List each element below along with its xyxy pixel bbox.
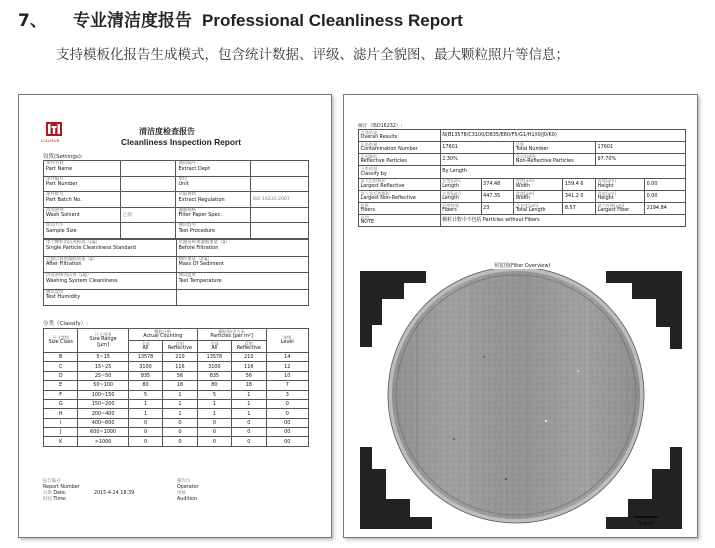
table-cell: 210 [232, 352, 266, 361]
table-cell: 0 [232, 428, 266, 437]
settings-label-cell: 单位 Unit [176, 176, 250, 192]
table-cell: 0 [128, 418, 162, 427]
settings-value-cell [250, 223, 308, 239]
cleanliness-report-page-1 [18, 94, 332, 538]
report-title-cn: 清洁度检查报告 [139, 127, 195, 136]
table-cell: 100~150 [78, 390, 128, 399]
condition-cell: 颗粒重量（mg） Mass Of Sediment [176, 256, 309, 273]
report-title-en: Cleanliness Inspection Report [121, 137, 242, 147]
col-level: 等级 Level [266, 329, 308, 353]
note-value-cell: 颗粒计数中不包括 Particles without Fibers [440, 214, 685, 226]
condition-cell: 测试温度 Test Temperature [176, 273, 309, 290]
table-cell: 0 [197, 437, 231, 446]
table-cell: 10 [266, 371, 308, 380]
section-subtitle: 支持模板化报告生成模式，包含统计数据、评级、滤片全貌图、最大颗粒照片等信息； [56, 47, 569, 63]
result-value-cell: 2194.84 [645, 202, 686, 214]
table-cell: F [44, 390, 78, 399]
statistics-label: 统计（ISO16232）: [358, 124, 403, 129]
result-value-cell: N(B13578/C3100/D835/E80/F5/G1/H1/I0/J0/K0) [440, 130, 685, 142]
table-cell: C [44, 362, 78, 371]
table-cell: 835 [128, 371, 162, 380]
result-value-cell: 23 [481, 202, 514, 214]
result-value-cell: 97.70% [596, 154, 686, 166]
result-row [359, 166, 686, 178]
table-cell: 18 [163, 381, 197, 390]
table-cell: 1 [128, 399, 162, 408]
result-label-cell: 反射颗粒 Reflective Particles [359, 154, 441, 166]
table-cell: 116 [163, 362, 197, 371]
table-row [44, 437, 309, 446]
col-all: 全部 All [128, 340, 162, 352]
cleanliness-report-page-2 [343, 94, 698, 538]
col-actual-counting: 颗粒计数 Actual Counting [128, 329, 197, 341]
table-cell: 0 [232, 437, 266, 446]
table-cell: 0 [128, 428, 162, 437]
table-row [44, 399, 309, 408]
table-cell: 835 [197, 371, 231, 380]
table-cell: 80 [197, 381, 231, 390]
settings-value-cell [120, 192, 176, 208]
result-value-cell: 341.2 0 [563, 190, 596, 202]
table-cell: 00 [266, 418, 308, 427]
table-cell: 18 [232, 381, 266, 390]
table-cell: 1 [197, 409, 231, 418]
table-cell: 1 [197, 399, 231, 408]
table-cell: 400~600 [78, 418, 128, 427]
section-title-cn: 专业清洁度报告 [73, 11, 192, 31]
filter-overview-image [356, 269, 686, 533]
condition-cell: 测试湿度 Test Humidity [44, 289, 177, 306]
table-cell: 7 [266, 381, 308, 390]
table-cell: 1 [163, 390, 197, 399]
settings-label: 设置(Settings): [43, 154, 83, 160]
table-cell: 200~400 [78, 409, 128, 418]
result-row [359, 154, 686, 166]
section-heading [18, 6, 463, 32]
table-cell: 0 [232, 418, 266, 427]
settings-row [44, 176, 309, 192]
col-particles-per-m2: 颗粒数/平方米 Particles [per m²] [197, 329, 266, 341]
table-cell: >1000 [78, 437, 128, 446]
classify-label: 分类（Classify）: [43, 321, 88, 327]
table-cell: I [44, 418, 78, 427]
table-cell: 3100 [128, 362, 162, 371]
table-cell: 1 [163, 399, 197, 408]
result-row [359, 142, 686, 154]
table-cell: B [44, 352, 78, 361]
settings-row [44, 161, 309, 177]
table-cell: G [44, 399, 78, 408]
table-cell: K [44, 437, 78, 446]
filter-disc-image [356, 269, 686, 533]
company-logo-icon [46, 122, 62, 136]
report-footer-left: 报告编号 Report Number 日期 Date: 2015-4-24 18:39 时间 Time: [43, 479, 135, 502]
table-cell: 56 [232, 371, 266, 380]
result-label-cell: 污染数量 Contamination Number [359, 142, 441, 154]
largest-particle-row [359, 190, 686, 202]
result-label-cell: 宽度[μm] Width [514, 190, 563, 202]
condition-row [44, 256, 309, 273]
col-size-class: 尺寸等级 Size Class [44, 329, 78, 353]
result-row [359, 130, 686, 142]
settings-value-cell: ISO 16232:2007 [250, 192, 308, 208]
report-date-value: 2015-4-24 18:39 [93, 490, 135, 496]
result-label-cell: 高度[μm] Height [596, 190, 645, 202]
settings-table [43, 160, 309, 239]
table-cell: 150~200 [78, 399, 128, 408]
table-row [44, 428, 309, 437]
table-row [44, 409, 309, 418]
table-cell: 0 [163, 437, 197, 446]
result-value-cell: By Length [440, 166, 685, 178]
table-cell: 13578 [128, 352, 162, 361]
result-label-cell: 最大纤维[μm] Largest Fiber [596, 202, 645, 214]
section-number: 7、 [18, 11, 47, 31]
settings-value-cell [250, 176, 308, 192]
result-value-cell: 374.48 [481, 178, 514, 190]
table-cell: 00 [266, 437, 308, 446]
settings-label-cell: 萃取规则 Extract Regulation [176, 192, 250, 208]
table-cell: 116 [232, 362, 266, 371]
condition-cell: 清洗系统清洁度（μg） Washing System Cleanliness [44, 273, 177, 290]
table-cell: 3100 [197, 362, 231, 371]
table-cell: 25~50 [78, 371, 128, 380]
table-row [44, 362, 309, 371]
table-cell: 13578 [197, 352, 231, 361]
table-cell: 56 [163, 371, 197, 380]
report-footer-right: 操作员 Operator 审核 Audition [177, 479, 199, 502]
table-cell: 1 [232, 390, 266, 399]
table-cell: 1 [232, 409, 266, 418]
section-title-en: Professional Cleanliness Report [202, 11, 463, 30]
settings-label-cell: 测试编号 Extract Dept [176, 161, 250, 177]
result-label-cell: 总长度[μm] Total Length [514, 202, 563, 214]
table-cell: 5~15 [78, 352, 128, 361]
settings-label-cell: 滤膜规格 Filter Paper Spec. [176, 207, 250, 223]
note-label-cell: 说明 NOTE [359, 214, 441, 226]
table-row [44, 352, 309, 361]
table-row [44, 371, 309, 380]
settings-value-cell [120, 176, 176, 192]
table-cell: 1 [232, 399, 266, 408]
note-row [359, 214, 686, 226]
table-cell: J [44, 428, 78, 437]
settings-value-cell [120, 223, 176, 239]
table-cell: 0 [266, 399, 308, 408]
settings-label-cell: 清洗溶剂 Wash Solvent [44, 207, 121, 223]
table-row [44, 390, 309, 399]
result-value-cell: 159.4 6 [563, 178, 596, 190]
condition-cell: 过滤后称重滤膜重量（g） After Filtration [44, 256, 177, 273]
classification-table [43, 328, 309, 447]
col-all-m2: 全部 All [197, 340, 231, 352]
table-cell: 0 [128, 437, 162, 446]
filter-overview-caption: 预览图(Filter Overview) [494, 263, 551, 269]
table-cell: 0 [163, 428, 197, 437]
result-value-cell: 2.30% [440, 154, 514, 166]
result-label-cell: 高度[μm] Height [596, 178, 645, 190]
col-size-range: 尺寸范围 Size Range [μm] [78, 329, 128, 353]
table-cell: 15~25 [78, 362, 128, 371]
settings-label-cell: 零件名称 Part Name [44, 161, 121, 177]
result-label-cell: 纤维 Fibers [359, 202, 441, 214]
settings-value-cell [250, 161, 308, 177]
table-cell: 14 [266, 352, 308, 361]
settings-value-cell [250, 207, 308, 223]
settings-row [44, 192, 309, 208]
condition-row [44, 289, 309, 306]
table-row [44, 418, 309, 427]
result-value-cell: 8.57 [563, 202, 596, 214]
table-cell: D [44, 371, 78, 380]
result-label-cell: 最大非反射颗粒 Largest Non-Reflective [359, 190, 441, 202]
settings-label-cell: 零件批号 Part Batch No. [44, 192, 121, 208]
condition-row [44, 240, 309, 257]
result-value-cell: 447.35 [481, 190, 514, 202]
condition-cell: 过滤前称重滤膜重量（g） Before Filtration [176, 240, 309, 257]
result-label-cell: 总数 Total Number [514, 142, 596, 154]
result-value-cell: 17601 [596, 142, 686, 154]
condition-cell: 单个颗粒清洁度标准（μg） Single Particle Cleanliness Standard [44, 240, 177, 257]
settings-label-cell: 样品大小 Sample Size [44, 223, 121, 239]
col-reflective-m2: 反射 Reflective [232, 340, 266, 352]
results-table [358, 129, 686, 227]
table-cell: 0 [163, 418, 197, 427]
result-label-cell: 长度[μm] Length [440, 178, 481, 190]
table-cell: 1 [163, 409, 197, 418]
table-cell: 600~1000 [78, 428, 128, 437]
settings-label-cell: 零件编号 Part Number [44, 176, 121, 192]
table-cell: 5 [197, 390, 231, 399]
condition-row [44, 273, 309, 290]
largest-particle-row [359, 178, 686, 190]
table-cell: 0 [197, 418, 231, 427]
result-label-cell: 纤维数量 Fibers [440, 202, 481, 214]
table-row [44, 381, 309, 390]
table-cell: 0 [197, 428, 231, 437]
result-label-cell: 非反射颗粒 Non-Reflective Particles [514, 154, 596, 166]
logo-text: ICALMUR [41, 138, 60, 143]
table-cell: E [44, 381, 78, 390]
col-reflective: 反射 Reflective [163, 340, 197, 352]
result-label-cell: 总体结果 Overall Results [359, 130, 441, 142]
table-cell: 0 [266, 409, 308, 418]
table-cell: 5 [128, 390, 162, 399]
table-cell: 3 [266, 390, 308, 399]
result-label-cell: 分类依据 Classify by [359, 166, 441, 178]
table-cell: 80 [128, 381, 162, 390]
result-value-cell: 0.00 [645, 178, 686, 190]
settings-row [44, 207, 309, 223]
result-value-cell: 0.00 [645, 190, 686, 202]
scale-bar-label: 5 mm [638, 521, 654, 527]
settings-row [44, 223, 309, 239]
settings-label-cell: 测试程序 Test Procedure [176, 223, 250, 239]
table-cell: 50~100 [78, 381, 128, 390]
result-label-cell: 最大反射颗粒 Largest Reflective [359, 178, 441, 190]
result-label-cell: 宽度[μm] Width [514, 178, 563, 190]
table-cell: 00 [266, 428, 308, 437]
settings-value-cell: 乙醇 [120, 207, 176, 223]
table-cell: 12 [266, 362, 308, 371]
largest-particle-row [359, 202, 686, 214]
settings-value-cell [120, 161, 176, 177]
test-conditions-table [43, 239, 309, 306]
table-cell: 1 [128, 409, 162, 418]
condition-cell [176, 289, 309, 306]
table-cell: H [44, 409, 78, 418]
table-cell: 210 [163, 352, 197, 361]
result-value-cell: 17601 [440, 142, 514, 154]
result-label-cell: 长度[μm] Length [440, 190, 481, 202]
